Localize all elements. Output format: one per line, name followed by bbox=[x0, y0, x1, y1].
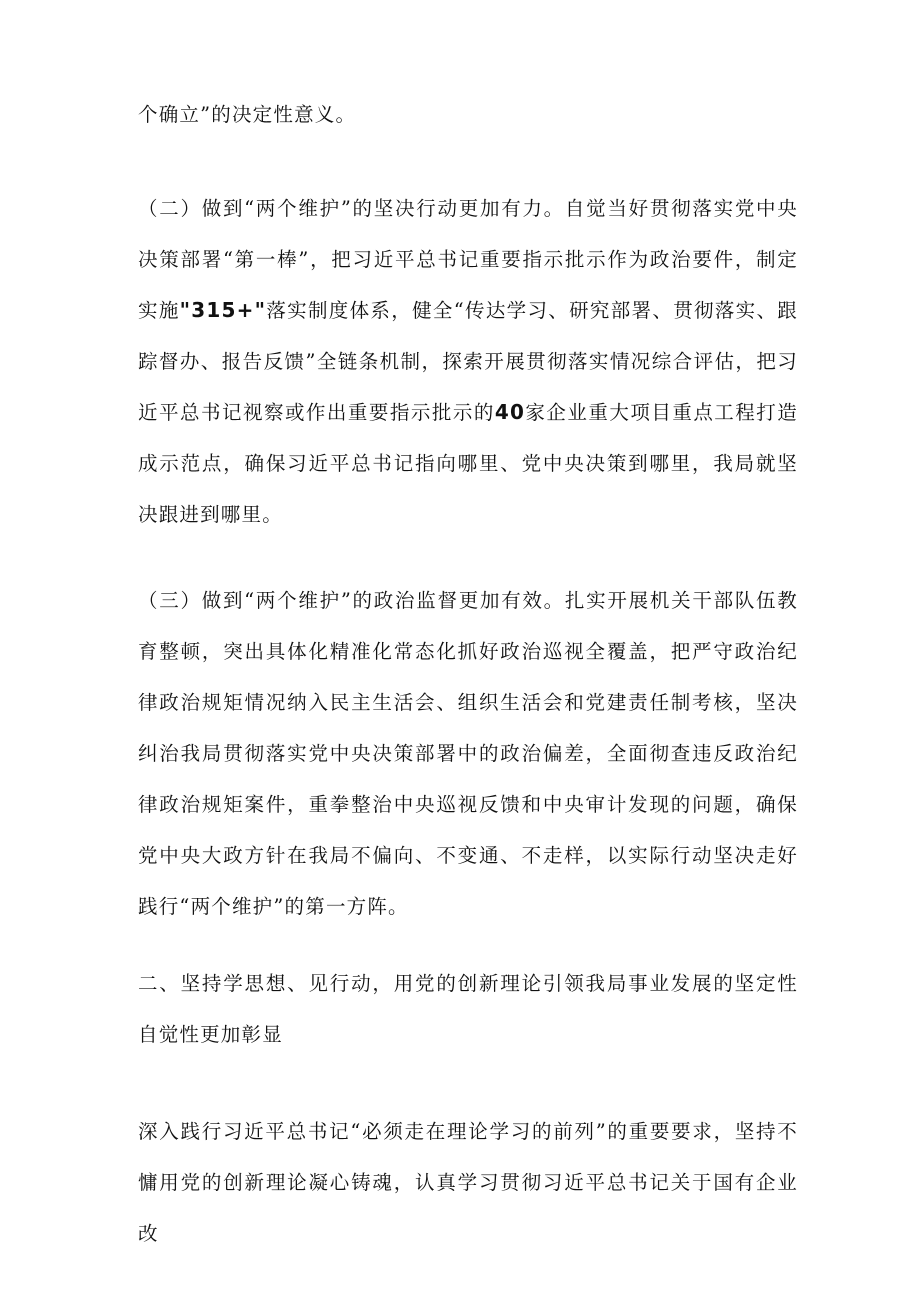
paragraph-section-two-action bbox=[138, 183, 798, 540]
paragraph-text: （三）做到“两个维护”的政治监督更加有效。扎实开展机关干部队伍教育整顿，突出具体化精准化常态化抓好政治巡视全覆盖，把严守政治纪律政治规矩情况纳入民主生活会、组织生活会和党建责任制考核，坚决纠治我局贯彻落实党中央决策部署中的政治偏差，全面彻查违反政治纪律政治规矩案件，重拳整治中央巡视反馈和中央审计发现的问题，确保党中央大政方针在我局不偏向、不变通、不走样，以实际行动坚决走好践行“两个维护”的第一方阵。 bbox=[138, 589, 798, 918]
highlight-number-40: 40 bbox=[494, 400, 526, 424]
highlight-number-315: "315+" bbox=[179, 298, 267, 322]
paragraph-text: 落实制度体系，健全“传达学习、研究部署、贯彻落实、跟踪督办、报告反馈”全链条机制，探索开展贯彻落实情况综合评估，把习近平总书记视察或作出重要指示批示的 bbox=[138, 299, 799, 424]
paragraph-text: 个确立”的决定性意义。 bbox=[138, 103, 357, 126]
paragraph-continuation bbox=[138, 89, 798, 140]
heading-text: 二、坚持学思想、见行动，用党的创新理论引领我局事业发展的坚定性自觉性更加彰显 bbox=[138, 972, 798, 1046]
paragraph-text: 深入践行习近平总书记“必须走在理论学习的前列”的重要要求，坚持不慵用党的创新理论凝心铸魂，认真学习贯彻习近平总书记关于国有企业改 bbox=[138, 1120, 798, 1245]
paragraph-theory-study bbox=[138, 1106, 798, 1259]
paragraph-text: （二）做到“两个维护”的坚决行动更加有力。自觉当好贯彻落实党中央决策部署“第一棒”，把习近平总书记重要指示批示作为政治要件，制定实施 bbox=[138, 197, 798, 322]
paragraph-text: 家企业重大项目重点工程打造成示范点，确保习近平总书记指向哪里、党中央决策到哪里，我局就坚决跟进到哪里。 bbox=[138, 401, 798, 526]
paragraph-section-three-supervision bbox=[138, 575, 798, 932]
section-heading-two bbox=[138, 958, 798, 1060]
